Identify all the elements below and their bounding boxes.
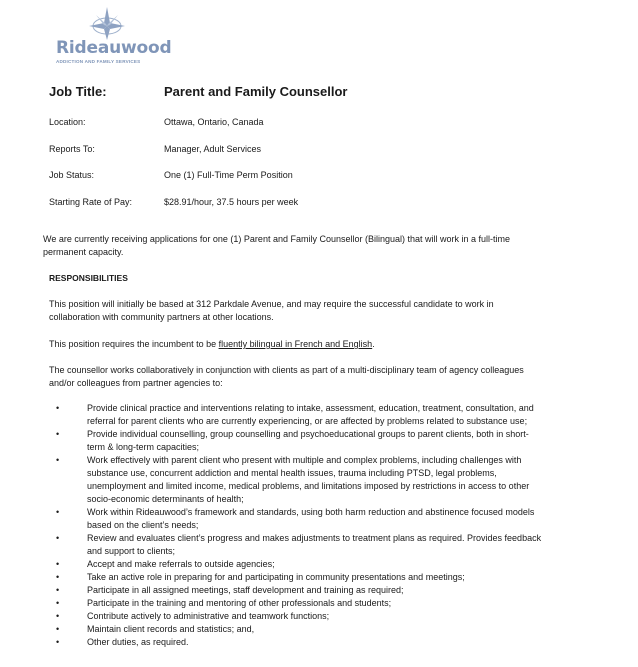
responsibilities-list <box>49 402 589 649</box>
compass-star-icon <box>84 6 130 42</box>
list-item: • Participate in all assigned meetings, staff development and training as required; <box>49 584 589 597</box>
logo-tagline: ADDICTION AND FAMILY SERVICES <box>56 59 141 64</box>
location-paragraph <box>49 298 494 324</box>
detail-label: Job Status: <box>49 170 95 180</box>
detail-row-job-status <box>49 170 293 180</box>
list-item: • Provide individual counselling, group counselling and psychoeducational groups to parent clients, both in short- term & long-term capacities; <box>49 428 589 454</box>
detail-label: Location: <box>49 117 86 127</box>
paragraph-line: collaboration with community partners at other locations. <box>49 312 274 322</box>
detail-row-location <box>49 117 264 127</box>
bilingual-paragraph <box>49 338 375 351</box>
intro-line: We are currently receiving applications for one (1) Parent and Family Counsellor (Bilingual) that will work in a full-time <box>43 234 511 244</box>
detail-value: $28.91/hour, 37.5 hours per week <box>164 197 299 207</box>
list-item: • Accept and make referrals to outside agencies; <box>49 558 589 571</box>
detail-label: Starting Rate of Pay: <box>49 197 133 207</box>
detail-value: Ottawa, Ontario, Canada <box>164 117 264 127</box>
list-item: • Provide clinical practice and interventions relating to intake, assessment, education, treatment, consultation, and referral for parent clients who are currently experiencing, or are affected by problems related to substance use; <box>49 402 589 428</box>
job-title-value: Parent and Family Counsellor <box>164 84 348 99</box>
paragraph-line: The counsellor works collaboratively in conjunction with clients as part of a multi-disciplinary team of agency colleagues <box>49 365 524 375</box>
detail-value: Manager, Adult Services <box>164 144 262 154</box>
detail-row-reports-to <box>49 144 262 154</box>
paragraph-line: This position will initially be based at 312 Parkdale Avenue, and may require the successful candidate to work in <box>49 299 494 309</box>
job-title-label: Job Title: <box>49 84 107 99</box>
logo-wordmark: Rideauwood <box>56 38 172 58</box>
list-item: • Participate in the training and mentoring of other professionals and students; <box>49 597 589 610</box>
detail-row-pay <box>49 197 299 207</box>
list-item: • Take an active role in preparing for and participating in community presentations and meetings; <box>49 571 589 584</box>
detail-value: One (1) Full-Time Perm Position <box>164 170 293 180</box>
bilingual-requirement: fluently bilingual in French and English <box>218 339 373 349</box>
paragraph-line: and/or colleagues from partner agencies to: <box>49 378 223 388</box>
job-title-row <box>49 84 348 99</box>
company-logo <box>56 8 172 68</box>
list-item: • Work within Rideauwood’s framework and standards, using both harm reduction and abstinence focused models based on the client’s needs; <box>49 506 589 532</box>
list-item: • Work effectively with parent client who present with multiple and complex problems, including challenges with substance use, concurrent addiction and mental health issues, trauma including PTSD, legal problems, unemployment and limited income, medical problems, and limitations imposed by restrictions in access to other socio-economic determinants of health; <box>49 454 589 506</box>
paragraph-text: . <box>372 339 375 349</box>
paragraph-text: This position requires the incumbent to be <box>49 339 219 349</box>
list-item: • Other duties, as required. <box>49 636 589 649</box>
list-item: • Review and evaluates client’s progress and makes adjustments to treatment plans as required. Provides feedback and support to clients; <box>49 532 589 558</box>
list-item: • Contribute actively to administrative and teamwork functions; <box>49 610 589 623</box>
intro-line: permanent capacity. <box>43 247 124 257</box>
list-item: • Maintain client records and statistics; and, <box>49 623 589 636</box>
detail-label: Reports To: <box>49 144 95 154</box>
intro-paragraph <box>43 233 510 259</box>
collaboration-paragraph <box>49 364 524 390</box>
responsibilities-heading: RESPONSIBILITIES <box>49 273 128 283</box>
